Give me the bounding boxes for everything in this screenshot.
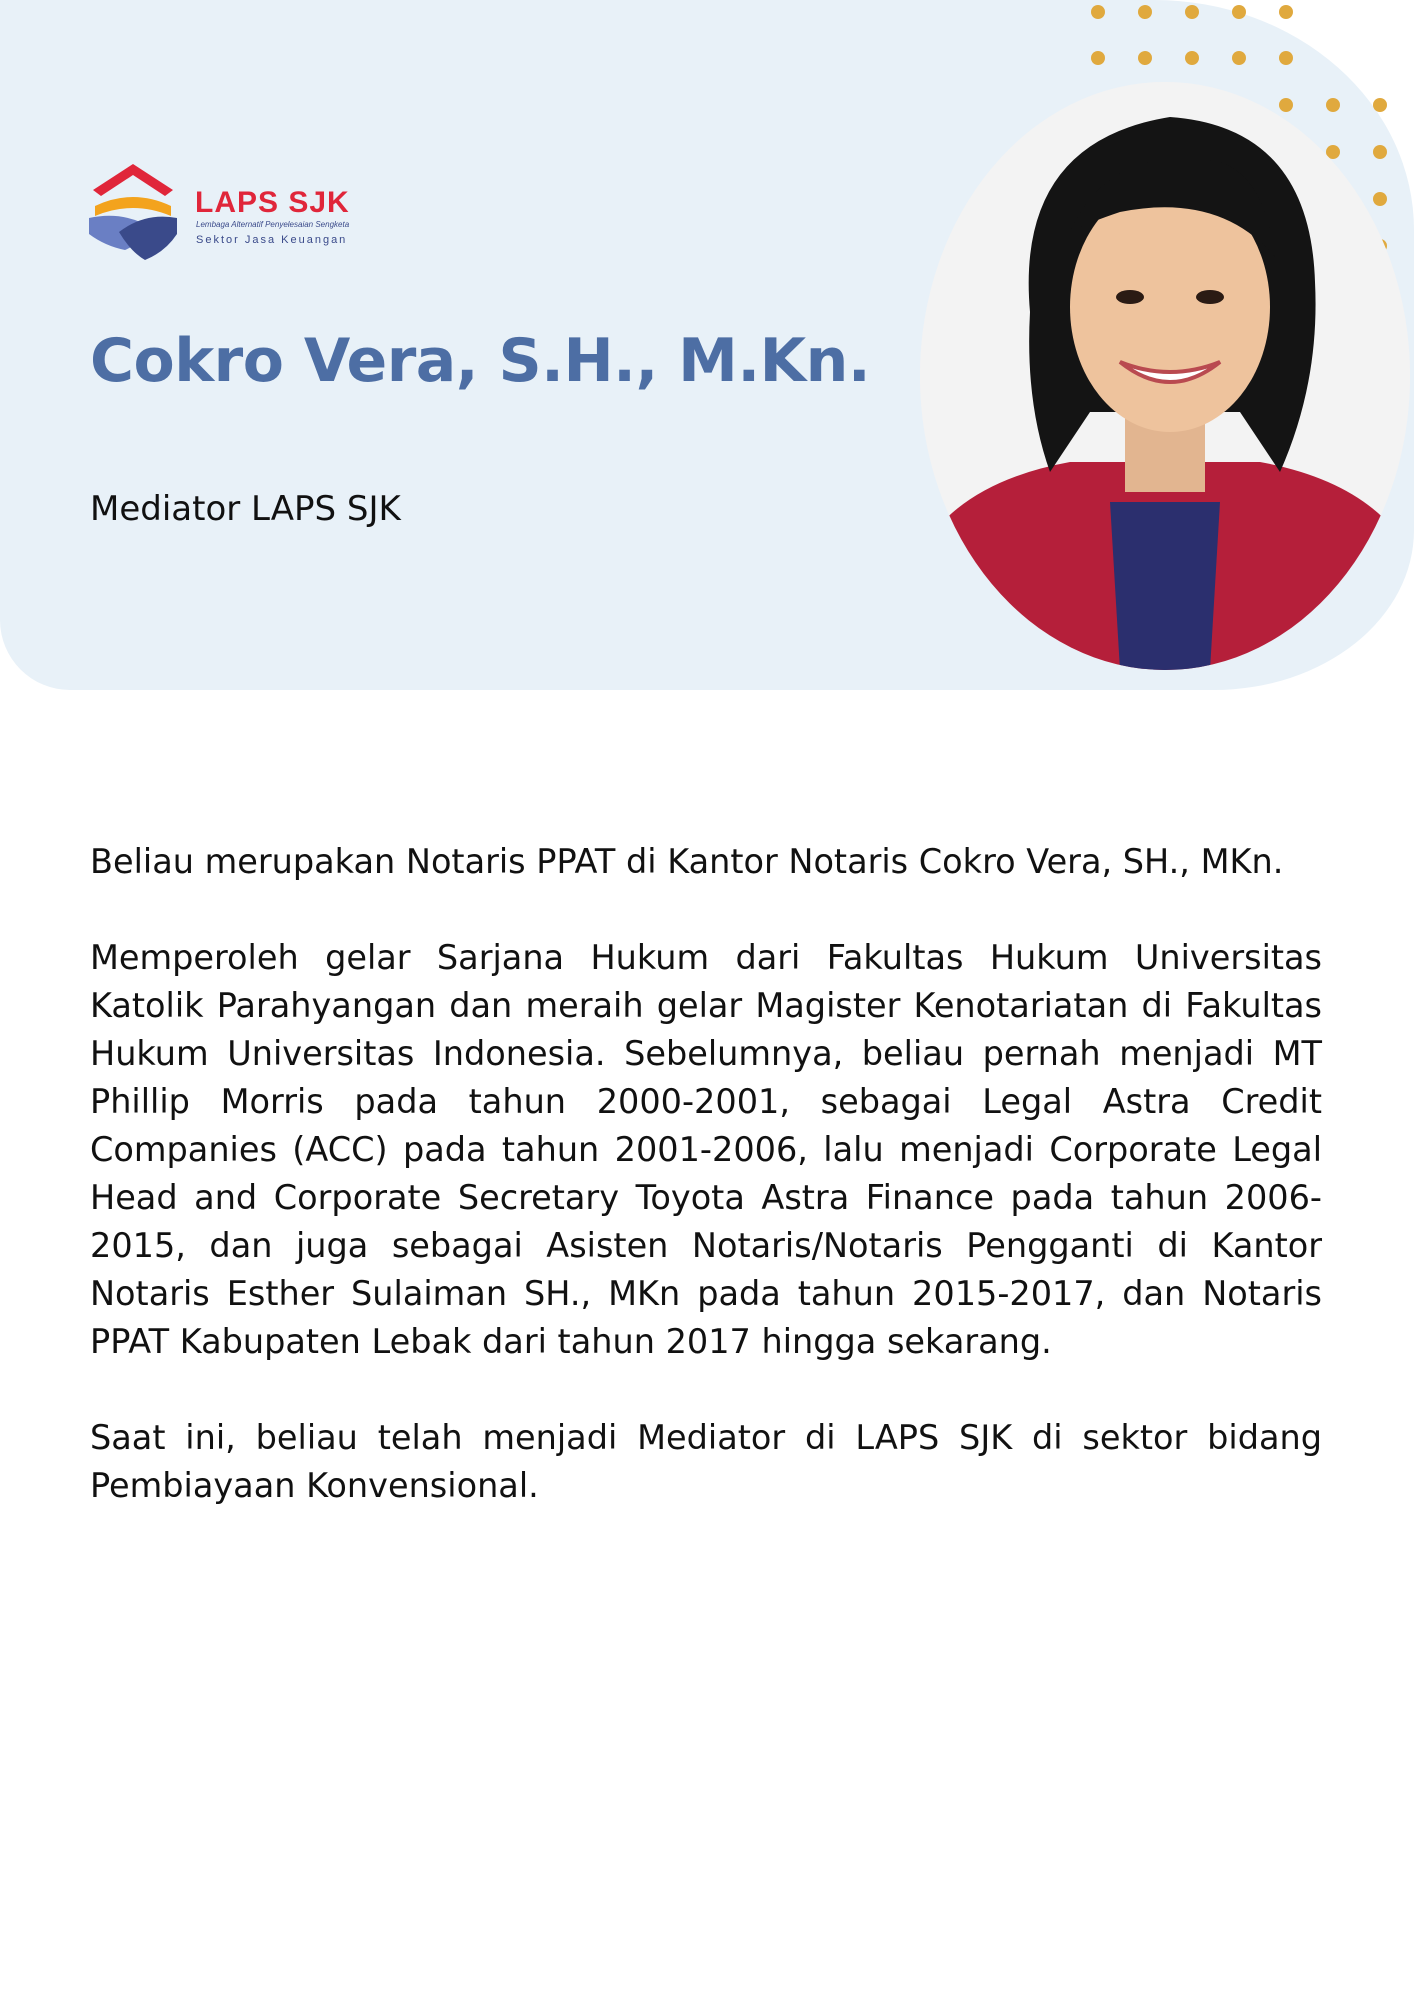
biography — [90, 838, 1322, 1558]
logo-tagline: Sektor Jasa Keuangan — [196, 234, 348, 246]
bio-paragraph-1: Beliau merupakan Notaris PPAT di Kantor Notaris Cokro Vera, SH., MKn. — [90, 842, 1284, 881]
profile-photo — [920, 82, 1410, 670]
laps-sjk-logo — [85, 160, 365, 270]
page-title: Cokro Vera, S.H., M.Kn. — [90, 326, 871, 396]
bio-paragraph-3: Saat ini, beliau telah menjadi Mediator di LAPS SJK di sektor bidang Pembiayaan Konvensional. — [90, 1418, 1322, 1505]
bio-paragraph-2: Memperoleh gelar Sarjana Hukum dari Fakultas Hukum Universitas Katolik Parahyangan dan meraih gelar Magister Kenotariatan di Fakultas Hukum Universitas Indonesia. Sebelumnya, beliau pernah menjadi MT Phillip Morris pada tahun 2000-2001, sebagai Legal Astra Credit Companies (ACC) pada tahun 2001-2006, lalu menjadi Corporate Legal Head and Corporate Secretary Toyota Astra Finance pada tahun 2006-2015, dan juga sebagai Asisten Notaris/Notaris Pengganti di Kantor Notaris Esther Sulaiman SH., MKn pada tahun 2015-2017, dan Notaris PPAT Kabupaten Lebak dari tahun 2017 hingga sekarang. — [90, 938, 1322, 1361]
portrait-illustration — [920, 82, 1410, 670]
profile-role: Mediator LAPS SJK — [90, 489, 401, 529]
logo-title: LAPS SJK — [195, 186, 350, 219]
handshake-roof-icon — [85, 160, 181, 268]
logo-subtitle: Lembaga Alternatif Penyelesaian Sengketa — [196, 220, 350, 229]
